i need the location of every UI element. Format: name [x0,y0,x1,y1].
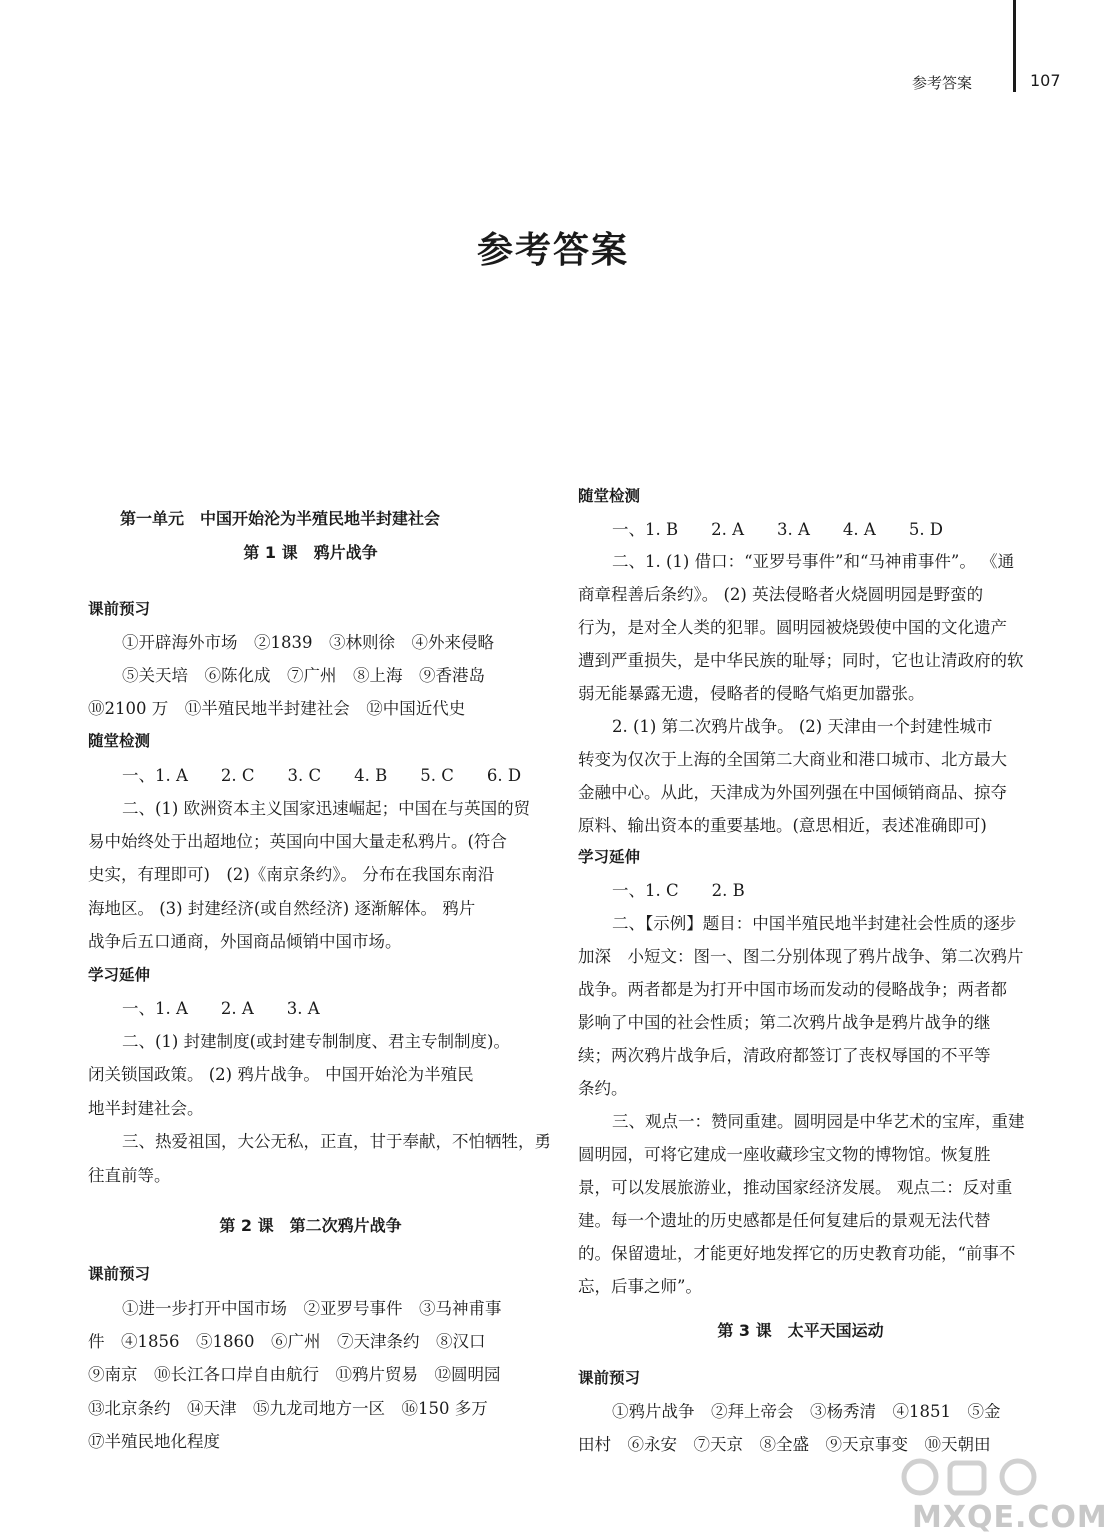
answer-line: 二、(1) 封建制度(或封建专制制度、君主专制制度)。 [122,1032,510,1051]
unit-heading: 第一单元 中国开始沦为半殖民地半封建社会 [120,509,441,528]
answer-line: ⑬北京条约 ⑭天津 ⑮九龙司地方一区 ⑯150 多万 [88,1399,488,1418]
answer-line: 圆明园，可将它建成一座收藏珍宝文物的博物馆。恢复胜 [578,1145,991,1164]
answer-line: 建。每一个遗址的历史感都是任何复建后的景观无法代替 [578,1211,991,1230]
answer-line: 战争。两者都是为打开中国市场而发动的侵略战争；两者都 [578,980,1007,999]
lesson-2-heading: 第 2 课 第二次鸦片战争 [219,1216,402,1235]
answer-line: 原料、输出资本的重要基地。(意思相近，表述准确即可) [578,816,987,835]
answer-line: 易中始终处于出超地位；英国向中国大量走私鸦片。(符合 [88,832,507,851]
lesson-2-check-heading: 随堂检测 [578,487,641,505]
lesson-1-heading: 第 1 课 鸦片战争 [243,543,378,562]
answer-line: ⑰半殖民地化程度 [88,1432,220,1451]
answer-line: 二、(1) 欧洲资本主义国家迅速崛起；中国在与英国的贸 [122,799,531,818]
running-header-label: 参考答案 [912,74,973,92]
answer-line: 遭到严重损失，是中华民族的耻辱；同时，它也让清政府的软 [578,651,1024,670]
lesson-2-preview-heading: 课前预习 [88,1265,151,1283]
lesson-3-heading: 第 3 课 太平天国运动 [717,1321,884,1340]
answer-line: ①鸦片战争 ②拜上帝会 ③杨秀清 ④1851 ⑤金 [612,1402,1001,1421]
answer-line: 金融中心。从此，天津成为外国列强在中国倾销商品、掠夺 [578,783,1007,802]
page-number: 107 [1030,71,1061,90]
answer-line: 弱无能暴露无遗，侵略者的侵略气焰更加嚣张。 [578,684,925,703]
answer-line: 一、1. A 2. A 3. A [122,999,320,1018]
answer-line: 一、1. C 2. B [612,881,745,900]
answer-line: ①进一步打开中国市场 ②亚罗号事件 ③马神甫事 [122,1299,502,1318]
answer-line: 一、1. B 2. A 3. A 4. A 5. D [612,520,944,539]
answer-line: 忘，后事之师”。 [578,1277,702,1296]
header-divider [1013,0,1016,92]
answer-line: 商章程善后条约》。 (2) 英法侵略者火烧圆明园是野蛮的 [578,585,984,604]
answer-line: 往直前等。 [88,1166,171,1185]
answer-line: 闭关锁国政策。 (2) 鸦片战争。 中国开始沦为半殖民 [88,1065,474,1084]
answer-line: 一、1. A 2. C 3. C 4. B 5. C 6. D [122,766,522,785]
lesson-3-preview-heading: 课前预习 [578,1369,641,1387]
answer-line: 三、观点一：赞同重建。圆明园是中华艺术的宝库，重建 [612,1112,1025,1131]
answer-line: ⑩2100 万 ⑪半殖民地半封建社会 ⑫中国近代史 [88,699,466,718]
page-title: 参考答案 [476,230,629,271]
answer-line: 景，可以发展旅游业，推动国家经济发展。 观点二：反对重 [578,1178,1013,1197]
answer-line: 史实，有理即可) (2)《南京条约》。 分布在我国东南沿 [88,865,495,884]
answer-line: 二、【示例】题目：中国半殖民地半封建社会性质的逐步 [612,914,1017,933]
answer-line: 三、热爱祖国，大公无私，正直，甘于奉献，不怕牺牲，勇 [122,1132,551,1151]
lesson-1-extension-heading: 学习延伸 [88,966,151,984]
answer-line: 2. (1) 第二次鸦片战争。 (2) 天津由一个封建性城市 [612,717,993,736]
answer-line: 行为，是对全人类的犯罪。圆明园被烧毁使中国的文化遗产 [578,618,1007,637]
answer-line: ⑨南京 ⑩长江各口岸自由航行 ⑪鸦片贸易 ⑫圆明园 [88,1365,501,1384]
watermark-text: MXQE.COM [912,1500,1108,1535]
lesson-2-extension-heading: 学习延伸 [578,848,641,866]
answer-line: 田村 ⑥永安 ⑦天京 ⑧全盛 ⑨天京事变 ⑩天朝田 [578,1435,991,1454]
answer-line: 地半封建社会。 [88,1099,204,1118]
answer-line: ⑤关天培 ⑥陈化成 ⑦广州 ⑧上海 ⑨香港岛 [122,666,485,685]
answer-line: 转变为仅次于上海的全国第二大商业和港口城市、北方最大 [578,750,1007,769]
answer-line: 的。保留遗址，才能更好地发挥它的历史教育功能，“前事不 [578,1244,1016,1263]
answer-line: 二、1. (1) 借口：“亚罗号事件”和“马神甫事件”。 《通 [612,552,1015,571]
lesson-1-check-heading: 随堂检测 [88,732,151,750]
answer-line: 战争后五口通商，外国商品倾销中国市场。 [88,932,402,951]
answer-line: ①开辟海外市场 ②1839 ③林则徐 ④外来侵略 [122,633,494,652]
answer-line: 续；两次鸦片战争后，清政府都签订了丧权辱国的不平等 [578,1046,991,1065]
answer-line: 影响了中国的社会性质；第二次鸦片战争是鸦片战争的继 [578,1013,991,1032]
answer-line: 件 ④1856 ⑤1860 ⑥广州 ⑦天津条约 ⑧汉口 [88,1332,486,1351]
answer-line: 条约。 [578,1079,628,1098]
answer-line: 海地区。 (3) 封建经济(或自然经济) 逐渐解体。 鸦片 [88,899,476,918]
lesson-1-preview-heading: 课前预习 [88,600,151,618]
answer-line: 加深 小短文：图一、图二分别体现了鸦片战争、第二次鸦片 [578,947,1024,966]
